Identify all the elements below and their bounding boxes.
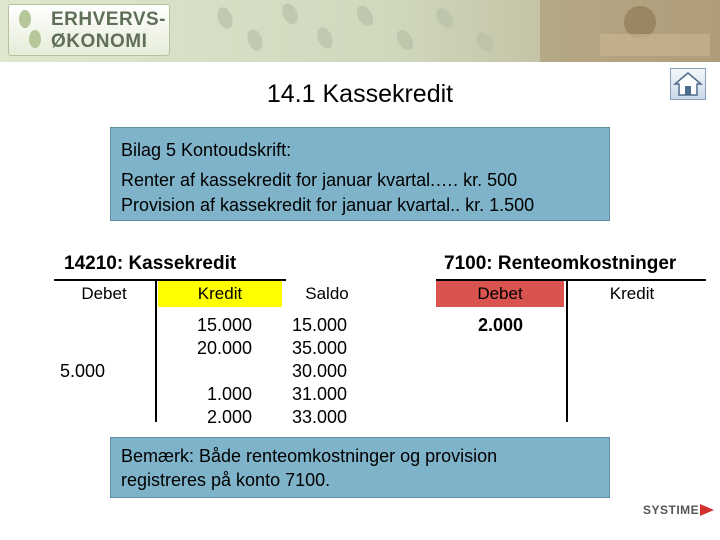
account-7100-title: 7100: Renteomkostninger (444, 253, 677, 274)
logo-line-2: ØKONOMI (51, 31, 148, 52)
note-line-2: registreres på konto 7100. (121, 470, 331, 490)
account-14210-saldo-header: Saldo (305, 284, 349, 303)
account-14210-divider (155, 281, 157, 422)
account-14210-saldo-value: 31.000 (292, 384, 348, 404)
account-14210-saldo-value: 35.000 (292, 338, 348, 358)
account-14210-kredit-value: 1.000 (206, 384, 252, 404)
publisher-logo: SYSTIME (643, 503, 700, 517)
account-7100-debet-header: Debet (436, 281, 564, 307)
account-14210-saldo-value: 30.000 (292, 361, 348, 381)
note-box (110, 437, 610, 498)
note-line-1: Bemærk: Både renteomkostninger og provision (121, 446, 498, 466)
account-14210-kredit-value: 15.000 (196, 315, 252, 335)
logo-line-1: ERHVERVS- (51, 9, 167, 30)
account-7100-divider (566, 281, 568, 422)
account-14210-debet-value: 5.000 (60, 361, 106, 381)
account-14210-debet-header: Debet (81, 284, 127, 303)
slide-title: 14.1 Kassekredit (266, 80, 454, 108)
account-7100-debet-value: 2.000 (478, 315, 524, 335)
account-14210-kredit-value: 2.000 (206, 407, 252, 427)
header-banner (0, 0, 720, 62)
voucher-box (110, 127, 610, 221)
logo (8, 4, 170, 56)
account-14210-title: 14210: Kassekredit (64, 253, 237, 274)
logo-mark (13, 7, 47, 53)
publisher-mark (700, 504, 714, 516)
account-14210-saldo-value: 15.000 (292, 315, 348, 335)
voucher-line-3: Provision af kassekredit for januar kvartal.. kr. 1.500 (121, 195, 535, 215)
account-14210-saldo-value: 33.000 (292, 407, 348, 427)
account-14210-kredit-value: 20.000 (196, 338, 252, 358)
voucher-line-1: Bilag 5 Kontoudskrift: (121, 140, 292, 160)
account-7100-kredit-header: Kredit (609, 284, 655, 303)
account-14210-kredit-header: Kredit (158, 281, 282, 307)
voucher-line-2: Renter af kassekredit for januar kvartal.…. kr. 500 (121, 170, 518, 190)
